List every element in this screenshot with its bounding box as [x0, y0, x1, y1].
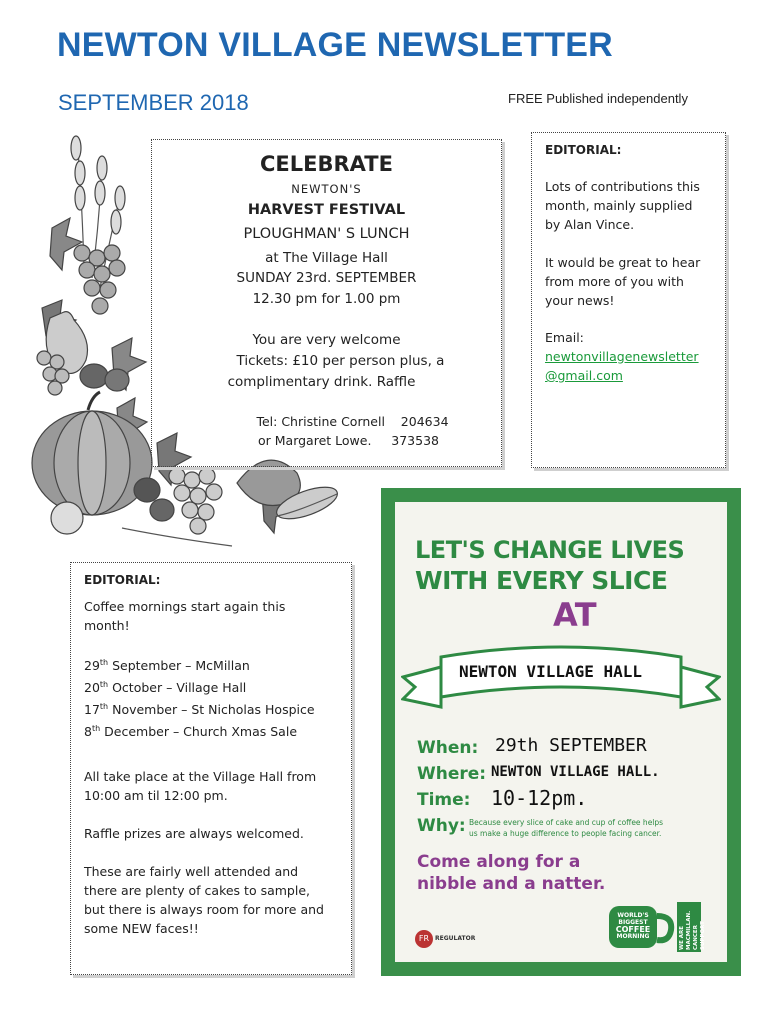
newsletter-tagline: FREE Published independently [508, 91, 688, 106]
grapes-icon [169, 468, 222, 534]
poster-headline: WITH EVERY SLICE [415, 566, 668, 595]
event-time: 12.30 pm for 1.00 pm [252, 291, 401, 307]
macmillan-poster [381, 488, 741, 976]
event-welcome: You are very welcome [252, 332, 401, 348]
poster-why-value: Because every slice of cake and cup of coffee helps us make a huge difference to people facing cancer. [469, 818, 664, 838]
event-contact: Tel: Christine Cornell 204634 [256, 414, 449, 429]
plum-icon [150, 499, 174, 521]
coffee-morning-dates [84, 653, 343, 742]
poster-why-label: Why: [417, 816, 466, 836]
poster-venue: NEWTON VILLAGE HALL [459, 662, 643, 681]
editorial-paragraph: These are fairly well attended and there are plenty of cakes to sample, but there is always room for more and some NEW faces!! [84, 864, 324, 936]
event-line: PLOUGHMAN' S LUNCH [243, 226, 410, 242]
email-link[interactable]: newtonvillagenewsletter @gmail.com [545, 349, 699, 383]
editorial-heading: EDITORIAL: [545, 143, 622, 157]
event-line: NEWTON'S [291, 182, 362, 196]
editorial-paragraph: Coffee mornings start again this month! [84, 599, 286, 633]
editorial-paragraph: All take place at the Village Hall from 10:00 am til 12:00 pm. [84, 769, 317, 803]
event-heading: CELEBRATE [260, 152, 393, 176]
editorial-paragraph: It would be great to hear from more of you with your news! [545, 255, 701, 308]
harvest-festival-box [151, 139, 502, 467]
poster-at: AT [553, 596, 597, 634]
fundraising-regulator-icon: FR [415, 930, 433, 948]
poster-time-value: 10-12pm. [491, 786, 588, 810]
grapes-icon [74, 245, 125, 314]
poster-when-value: 29th SEPTEMBER [495, 735, 647, 756]
date-item: 20th October – Village Hall [84, 680, 247, 696]
email-label: Email: [545, 330, 584, 345]
poster-headline: LET'S CHANGE LIVES [415, 536, 685, 564]
plum-icon [105, 369, 129, 391]
date-item: 29th September – McMillan [84, 658, 250, 674]
newsletter-title: NEWTON VILLAGE NEWSLETTER [57, 26, 613, 64]
event-contact: or Margaret Lowe. 373538 [257, 433, 439, 448]
poster-when-label: When: [417, 738, 479, 758]
plum-icon [134, 478, 160, 502]
regulator-text: REGULATOR [435, 935, 476, 942]
event-drink: complimentary drink. Raffle [227, 374, 416, 390]
event-line: HARVEST FESTIVAL [247, 202, 406, 218]
date-item: 8th December – Church Xmas Sale [84, 724, 298, 740]
editorial-box-coffee-mornings [70, 562, 352, 975]
event-line: at The Village Hall [265, 250, 388, 266]
apple-icon [51, 502, 83, 534]
poster-invite: Come along for a [417, 852, 581, 872]
poster-where-label: Where: [417, 764, 487, 784]
poster-time-label: Time: [417, 790, 471, 810]
leaf-icon [50, 218, 82, 270]
newsletter-month: SEPTEMBER 2018 [58, 90, 249, 115]
event-date: SUNDAY 23rd. SEPTEMBER [236, 270, 417, 286]
editorial-box-contributions [531, 132, 726, 468]
editorial-paragraph: Raffle prizes are always welcomed. [84, 826, 304, 841]
editorial-paragraph: Lots of contributions this month, mainly supplied by Alan Vince. [545, 179, 700, 232]
biggest-coffee-morning-logo: WORLD'S BIGGEST COFFEE MORNING [615, 912, 651, 940]
date-item: 17th November – St Nicholas Hospice [84, 702, 315, 718]
poster-invite: nibble and a natter. [417, 874, 606, 894]
editorial-heading: EDITORIAL: [84, 573, 161, 587]
event-tickets: Tickets: £10 per person plus, a [236, 353, 445, 369]
poster-where-value: NEWTON VILLAGE HALL. [491, 764, 660, 780]
macmillan-logo: WE ARE MACMILLAN. CANCER SUPPORT [677, 902, 701, 952]
plum-icon [80, 364, 108, 388]
